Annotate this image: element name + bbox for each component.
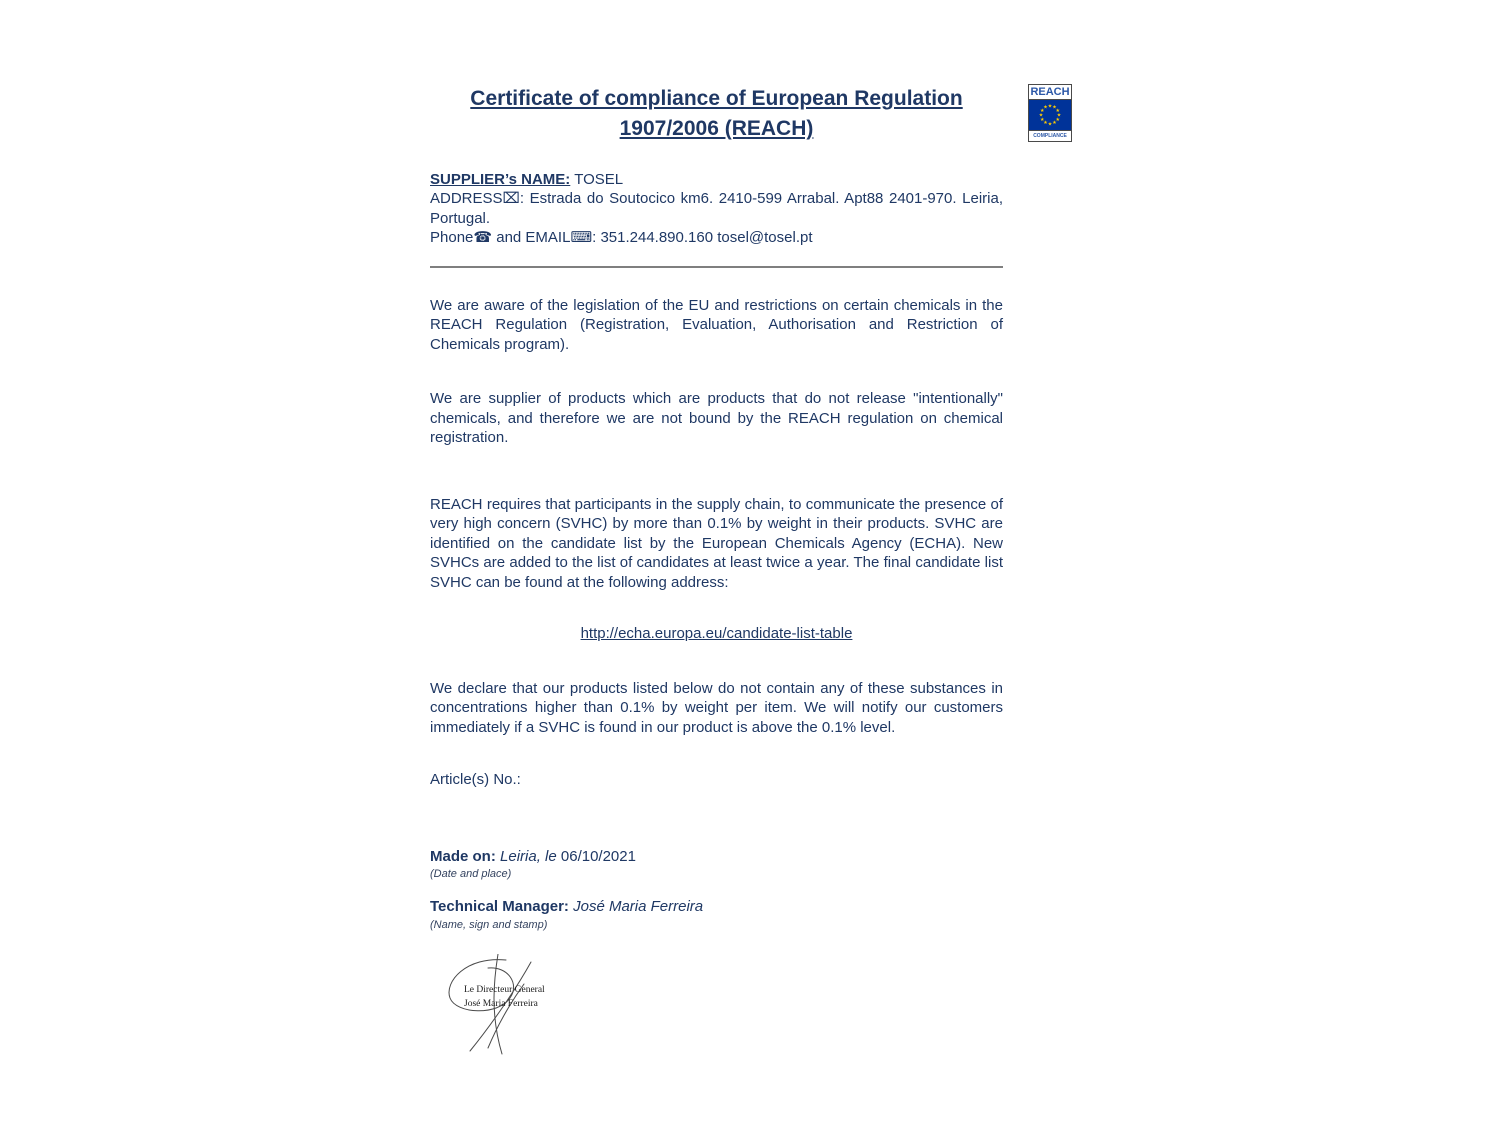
paragraph-reach-requirements: REACH requires that participants in the supply chain, to communicate the presence of very high concern (SVHC) by more than 0.1% by weight in their products. SVHC are identified on the candidate list by the European Chemicals Agency (ECHA). New SVHCs are added to the list of candidates at least twice a year. The final candidate list SVHC can be found at the following address: (430, 495, 1003, 591)
made-on-line (430, 847, 1003, 867)
made-on-date: 06/10/2021 (556, 847, 636, 865)
contact-value: : 351.244.890.160 tosel@tosel.pt (592, 229, 813, 247)
compliance-label: COMPLIANCE (1029, 130, 1071, 141)
reach-logo-label: REACH (1030, 86, 1070, 98)
supplier-name-label: SUPPLIER’s NAME: (430, 170, 571, 188)
supplier-name-line (430, 170, 1003, 190)
paragraph-declaration: We declare that our products listed below do not contain any of these substances in concentrations higher than 0.1% by weight per item. We will notify our customers immediately if a SVHC is found in our product is above the 0.1% level. (430, 679, 1003, 736)
eu-flag-icon (1029, 100, 1071, 130)
articles-label: Article(s) No.: (430, 771, 521, 789)
svg-text:★: ★ (1056, 112, 1062, 119)
svg-text:★: ★ (1039, 107, 1045, 114)
svg-text:★: ★ (1052, 120, 1057, 127)
paragraph-supplier-statement: We are supplier of products which are products that do not release "intentionally" chemicals, and therefore we are not bound by the REACH regulation on chemical registration. (430, 390, 1003, 447)
signature-area (436, 954, 636, 1059)
reach-compliance-logo (1028, 84, 1072, 142)
svg-text:★: ★ (1055, 116, 1061, 123)
address-label: ADDRESS (430, 190, 503, 208)
certificate-document (430, 84, 1003, 1059)
made-on-place: Leiria, le (495, 847, 557, 865)
paragraph-awareness: We are aware of the legislation of the EU and restrictions on certain chemicals in the REACH Regulation (Registration, Evaluation, Authorisation and Restriction of Chemicals program). (430, 296, 1003, 353)
manager-block (430, 897, 1003, 932)
fax-icon: ⌨ (570, 229, 593, 247)
svg-text:★: ★ (1047, 121, 1053, 128)
supplier-address-line (430, 189, 1003, 228)
stamp-text (464, 983, 545, 1012)
title-line-1: Certificate of compliance of European Regulation (470, 87, 963, 110)
email-label: and EMAIL (492, 229, 571, 247)
svg-text:★: ★ (1055, 107, 1061, 114)
supplier-name-value: TOSEL (570, 170, 624, 188)
candidate-list-link[interactable]: http://echa.europa.eu/candidate-list-table (580, 625, 853, 643)
address-value: : Estrada do Soutocico km6. 2410-599 Arrabal. Apt88 2401-970. Leiria, Portugal. (430, 190, 1003, 227)
supplier-block (430, 170, 1003, 248)
document-title (430, 84, 1003, 144)
supplier-contact-line (430, 228, 1003, 248)
link-row (430, 624, 1003, 644)
made-on-block (430, 847, 1003, 882)
phone-icon: ☎ (473, 229, 493, 247)
svg-text:★: ★ (1038, 112, 1044, 119)
svg-text:★: ★ (1039, 116, 1045, 123)
svg-text:★: ★ (1052, 104, 1057, 111)
made-on-note: (Date and place) (430, 868, 512, 881)
title-line-2: 1907/2006 (REACH) (619, 116, 814, 140)
stamp-line-1: Le Directeur General (464, 985, 545, 996)
manager-label: Technical Manager: (430, 898, 569, 916)
svg-text:★: ★ (1047, 103, 1053, 110)
made-on-label: Made on: (430, 847, 496, 865)
svg-text:★: ★ (1043, 120, 1048, 127)
svg-text:★: ★ (1043, 104, 1048, 111)
envelope-icon: ⌧ (502, 190, 520, 208)
horizontal-divider (430, 266, 1003, 268)
stamp-line-2: José Maria Ferreira (464, 999, 538, 1010)
manager-name: José Maria Ferreira (568, 898, 704, 916)
manager-line (430, 897, 1003, 917)
phone-label: Phone (430, 229, 474, 247)
manager-note: (Name, sign and stamp) (430, 918, 548, 931)
